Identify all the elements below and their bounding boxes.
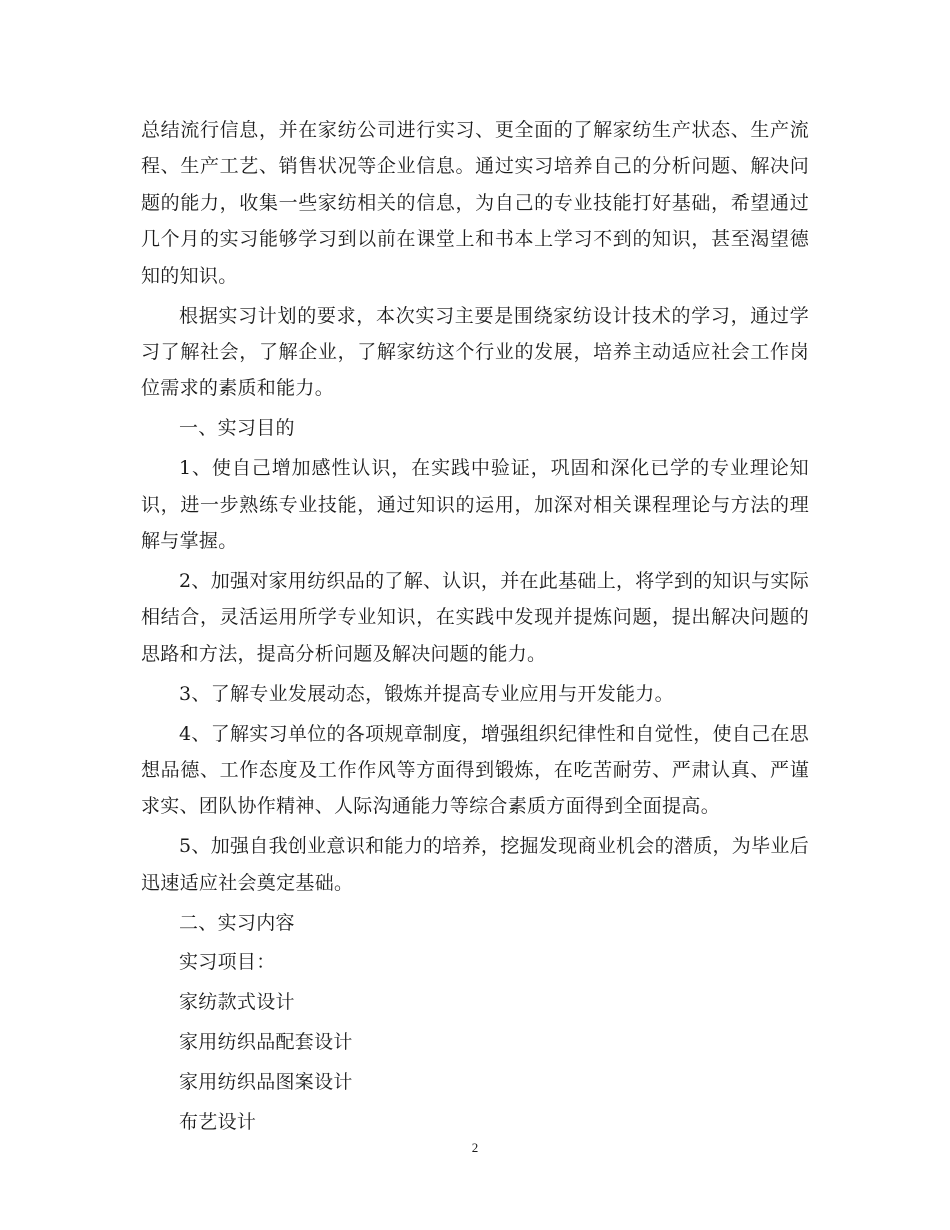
section-heading-content: 二、实习内容 — [179, 911, 295, 934]
paragraph-plan-requirements: 根据实习计划的要求，本次实习主要是围绕家纺设计技术的学习，通过学习了解社会，了解企业，了解家纺这个行业的发展，培养主动适应社会工作岗位需求的素质和能力。 — [141, 304, 809, 400]
paragraph-intro-continuation: 总结流行信息，并在家纺公司进行实习、更全面的了解家纺生产状态、生产流程、生产工艺、销售状况等企业信息。通过实习培养自己的分析问题、解决问题的能力，收集一些家纺相关的信息，为自己的专业技能打好基础，希望通过几个月的实习能够学习到以前在课堂上和书本上学习不到的知识，甚至渴望德知的知识。 — [141, 119, 809, 287]
label-projects: 实习项目： — [179, 951, 276, 974]
section-heading-purpose: 一、实习目的 — [179, 417, 295, 440]
list-item-purpose-1: 1、使自己增加感性认识，在实践中验证，巩固和深化已学的专业理论知识，进一步熟练专业技能，通过知识的运用，加深对相关课程理论与方法的理解与掌握。 — [141, 457, 809, 552]
list-item-purpose-5: 5、加强自我创业意识和能力的培养，挖掘发现商业机会的潜质，为毕业后迅速适应社会奠定基础。 — [141, 835, 809, 894]
list-item-project: 布艺设计 — [179, 1111, 257, 1134]
list-item-purpose-4: 4、了解实习单位的各项规章制度，增强组织纪律性和自觉性，使自己在思想品德、工作态度及工作作风等方面得到锻炼，在吃苦耐劳、严肃认真、严谨求实、团队协作精神、人际沟通能力等综合素质方面得到全面提高。 — [141, 722, 809, 818]
list-item-project: 家用纺织品配套设计 — [179, 1031, 353, 1054]
page-number: 2 — [471, 1140, 479, 1155]
list-item-project: 家纺款式设计 — [179, 991, 295, 1014]
document-body — [141, 112, 809, 1144]
list-item-purpose-2: 2、加强对家用纺织品的了解、认识，并在此基础上，将学到的知识与实际相结合，灵活运用所学专业知识，在实践中发现并提炼问题，提出解决问题的思路和方法，提高分析问题及解决问题的能力。 — [141, 569, 809, 665]
list-item-purpose-3: 3、了解专业发展动态，锻炼并提高专业应用与开发能力。 — [179, 682, 674, 705]
list-item-project: 家用纺织品图案设计 — [179, 1071, 353, 1094]
